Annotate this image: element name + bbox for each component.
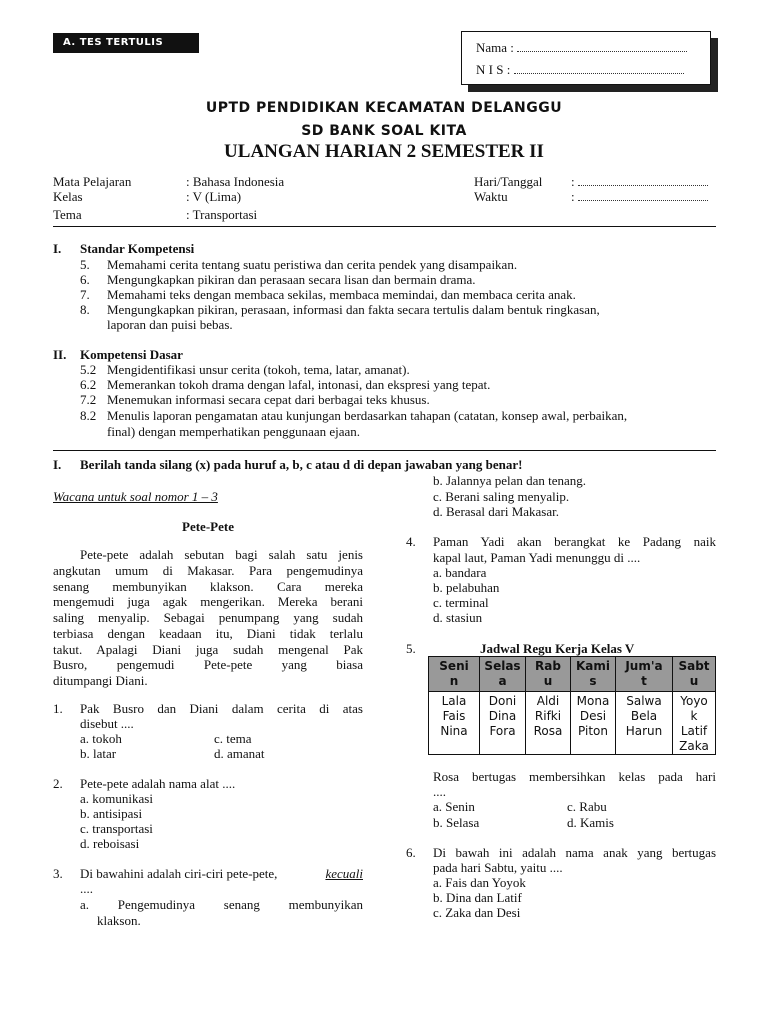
q3-text: .... (80, 881, 93, 896)
q1-option-d[interactable]: d. amanat (214, 746, 265, 761)
table-cell: Doni Dina Fora (480, 692, 526, 755)
table-cell: Salwa Bela Harun (616, 692, 673, 755)
wacana-title: Pete-Pete (182, 519, 234, 534)
namebox (461, 31, 711, 85)
q2-option[interactable]: d. reboisasi (80, 836, 140, 851)
wacana-line: Busro, pengemudi Pete-pete yang biasa (53, 657, 363, 672)
nis-field[interactable] (514, 63, 684, 74)
sk-item-num: 8. (80, 302, 90, 317)
sk-item-num: 6. (80, 272, 90, 287)
nama-field[interactable] (517, 41, 687, 52)
table-cell: Lala Fais Nina (429, 692, 480, 755)
sk-item-text: Mengungkapkan pikiran dan perasaan secara lisan dan bermain drama. (107, 272, 476, 287)
q2-option[interactable]: c. transportasi (80, 821, 153, 836)
kd-item-text: Menemukan informasi secara cepat dari berbagai teks khusus. (107, 392, 430, 407)
q3-option-b[interactable]: b. Jalannya pelan dan tenang. (433, 473, 587, 488)
table-header: Jum'a t (616, 657, 673, 692)
q5-option-b[interactable]: b. Selasa (433, 815, 480, 830)
q5-text: .... (433, 784, 446, 799)
instruction-text: Berilah tanda silang (x) pada huruf a, b, c atau d di depan jawaban yang benar! (80, 457, 523, 472)
q5-num: 5. (406, 641, 416, 656)
kd-item-num: 6.2 (80, 377, 97, 392)
nama-label: Nama : (476, 40, 514, 55)
q4-text: Paman Yadi akan berangkat ke Padang naik (433, 534, 716, 549)
kd-item-text: Mengidentifikasi unsur cerita (tokoh, tema, latar, amanat). (107, 362, 410, 377)
sk-item-text: Memahami cerita tentang suatu peristiwa dan cerita pendek yang disampaikan. (107, 257, 518, 272)
table-header: Kami s (571, 657, 616, 692)
sk-item-num: 7. (80, 287, 90, 302)
wacana-line: takut. Apalagi Diani juga sudah mengenal Pak (53, 642, 363, 657)
q2-option[interactable]: a. komunikasi (80, 791, 153, 806)
tema-label: Tema (53, 207, 82, 222)
tema-value: : Transportasi (186, 207, 258, 222)
q5-table-title: Jadwal Regu Kerja Kelas V (480, 641, 635, 656)
q2-option[interactable]: b. antisipasi (80, 806, 143, 821)
wacana-line: Pete-pete adalah sebutan bagi salah satu jenis (80, 547, 363, 562)
mapel-label: Mata Pelajaran (53, 174, 132, 189)
sk-item-text: laporan dan puisi bebas. (107, 317, 233, 332)
waktu-label: Waktu (474, 189, 508, 204)
kd-num: II. (53, 347, 67, 362)
hari-value: : (571, 174, 708, 190)
nis-row (476, 62, 684, 78)
q4-option[interactable]: b. pelabuhan (433, 580, 500, 595)
q1-option-b[interactable]: b. latar (80, 746, 117, 761)
wacana-line: angkutan umum di Makasar. Para pengemudinya (53, 563, 363, 578)
wacana-line: ditumpangi Diani. (53, 673, 148, 688)
q5-option-d[interactable]: d. Kamis (567, 815, 614, 830)
header-title: ULANGAN HARIAN 2 SEMESTER II (224, 141, 544, 162)
divider-2 (53, 450, 716, 451)
waktu-value: : (571, 189, 708, 205)
table-header: Rab u (526, 657, 571, 692)
table-header: Seni n (429, 657, 480, 692)
hari-field[interactable] (578, 175, 708, 186)
q3-text: Di bawahini adalah ciri-ciri pete-pete, kecuali (80, 866, 363, 881)
q3-num: 3. (53, 866, 63, 881)
header-line2: SD BANK SOAL KITA (301, 123, 467, 139)
q2-num: 2. (53, 776, 63, 791)
wacana-line: terbiasa dengan keadaan itu, Diani tidak terlalu (53, 626, 363, 641)
q1-text: Pak Busro dan Diani dalam cerita di atas (80, 701, 363, 716)
table-cell: Yoyo k Latif Zaka (673, 692, 716, 755)
kd-item-num: 5.2 (80, 362, 97, 377)
q6-text: pada hari Sabtu, yaitu .... (433, 860, 563, 875)
nama-row (476, 40, 687, 56)
q2-text: Pete-pete adalah nama alat .... (80, 776, 236, 791)
waktu-field[interactable] (578, 190, 708, 201)
sk-title: Standar Kompetensi (80, 241, 195, 256)
q3-option-d[interactable]: d. Berasal dari Makasar. (433, 504, 559, 519)
q3-option-c[interactable]: c. Berani saling menyalip. (433, 489, 570, 504)
q1-text: disebut .... (80, 716, 134, 731)
kd-item-text: Menulis laporan pengamatan atau kunjungan berdasarkan tahapan (catatan, konsep awal, perbaikan, (107, 408, 628, 423)
table-header: Sabt u (673, 657, 716, 692)
kd-item-num: 7.2 (80, 392, 97, 407)
divider-1 (53, 226, 716, 227)
q4-option[interactable]: a. bandara (433, 565, 487, 580)
wacana-label: Wacana untuk soal nomor 1 – 3 (53, 489, 218, 504)
hari-label: Hari/Tanggal (474, 174, 543, 189)
q6-option[interactable]: a. Fais dan Yoyok (433, 875, 526, 890)
q3-option-a[interactable]: a. Pengemudinya senang membunyikan (80, 897, 363, 912)
q4-text: kapal laut, Paman Yadi menunggu di .... (433, 550, 641, 565)
kelas-value: : V (Lima) (186, 189, 242, 204)
kd-item-num: 8.2 (80, 408, 97, 423)
instruction-num: I. (53, 457, 62, 472)
q1-option-a[interactable]: a. tokoh (80, 731, 122, 746)
sk-num: I. (53, 241, 62, 256)
table-header-row (429, 657, 716, 692)
jadwal-table-wrap (428, 656, 716, 755)
q1-num: 1. (53, 701, 63, 716)
q1-option-c[interactable]: c. tema (214, 731, 252, 746)
kd-item-text: final) dengan memperhatikan penggunaan ejaan. (107, 424, 361, 439)
q3-option-a-cont[interactable]: klakson. (97, 913, 141, 928)
wacana-line: senang membunyikan klakson. Cara mereka (53, 579, 363, 594)
section-tag: A. TES TERTULIS (53, 33, 199, 53)
kd-item-text: Memerankan tokoh drama dengan lafal, intonasi, dan ekspresi yang tepat. (107, 377, 491, 392)
q6-option[interactable]: c. Zaka dan Desi (433, 905, 521, 920)
jadwal-table (428, 656, 716, 755)
q5-option-a[interactable]: a. Senin (433, 799, 475, 814)
sk-item-text: Mengungkapkan pikiran, perasaan, informasi dan fakta secara tertulis dalam bentuk ringkasan, (107, 302, 600, 317)
wacana-line: saling menyalip. Sebagai penumpang yang sudah (53, 610, 363, 625)
mapel-value: : Bahasa Indonesia (186, 174, 285, 189)
q6-num: 6. (406, 845, 416, 860)
q5-text: Rosa bertugas membersihkan kelas pada hari (433, 769, 716, 784)
header-line1: UPTD PENDIDIKAN KECAMATAN DELANGGU (205, 100, 563, 116)
wacana-line: mengemudi juga agak mengerikan. Mereka berani (53, 594, 363, 609)
table-row (429, 692, 716, 755)
sk-item-text: Memahami teks dengan membaca sekilas, membaca memindai, dan membaca cerita anak. (107, 287, 576, 302)
q4-num: 4. (406, 534, 416, 549)
q5-option-c[interactable]: c. Rabu (567, 799, 607, 814)
kd-title: Kompetensi Dasar (80, 347, 183, 362)
q6-text: Di bawah ini adalah nama anak yang bertugas (433, 845, 716, 860)
q4-option[interactable]: d. stasiun (433, 610, 483, 625)
q4-option[interactable]: c. terminal (433, 595, 489, 610)
q3-emphasis: kecuali (325, 866, 363, 881)
q6-option[interactable]: b. Dina dan Latif (433, 890, 522, 905)
table-cell: Aldi Rifki Rosa (526, 692, 571, 755)
kelas-label: Kelas (53, 189, 83, 204)
sk-item-num: 5. (80, 257, 90, 272)
table-cell: Mona Desi Piton (571, 692, 616, 755)
table-header: Selas a (480, 657, 526, 692)
nis-label: N I S : (476, 62, 511, 77)
